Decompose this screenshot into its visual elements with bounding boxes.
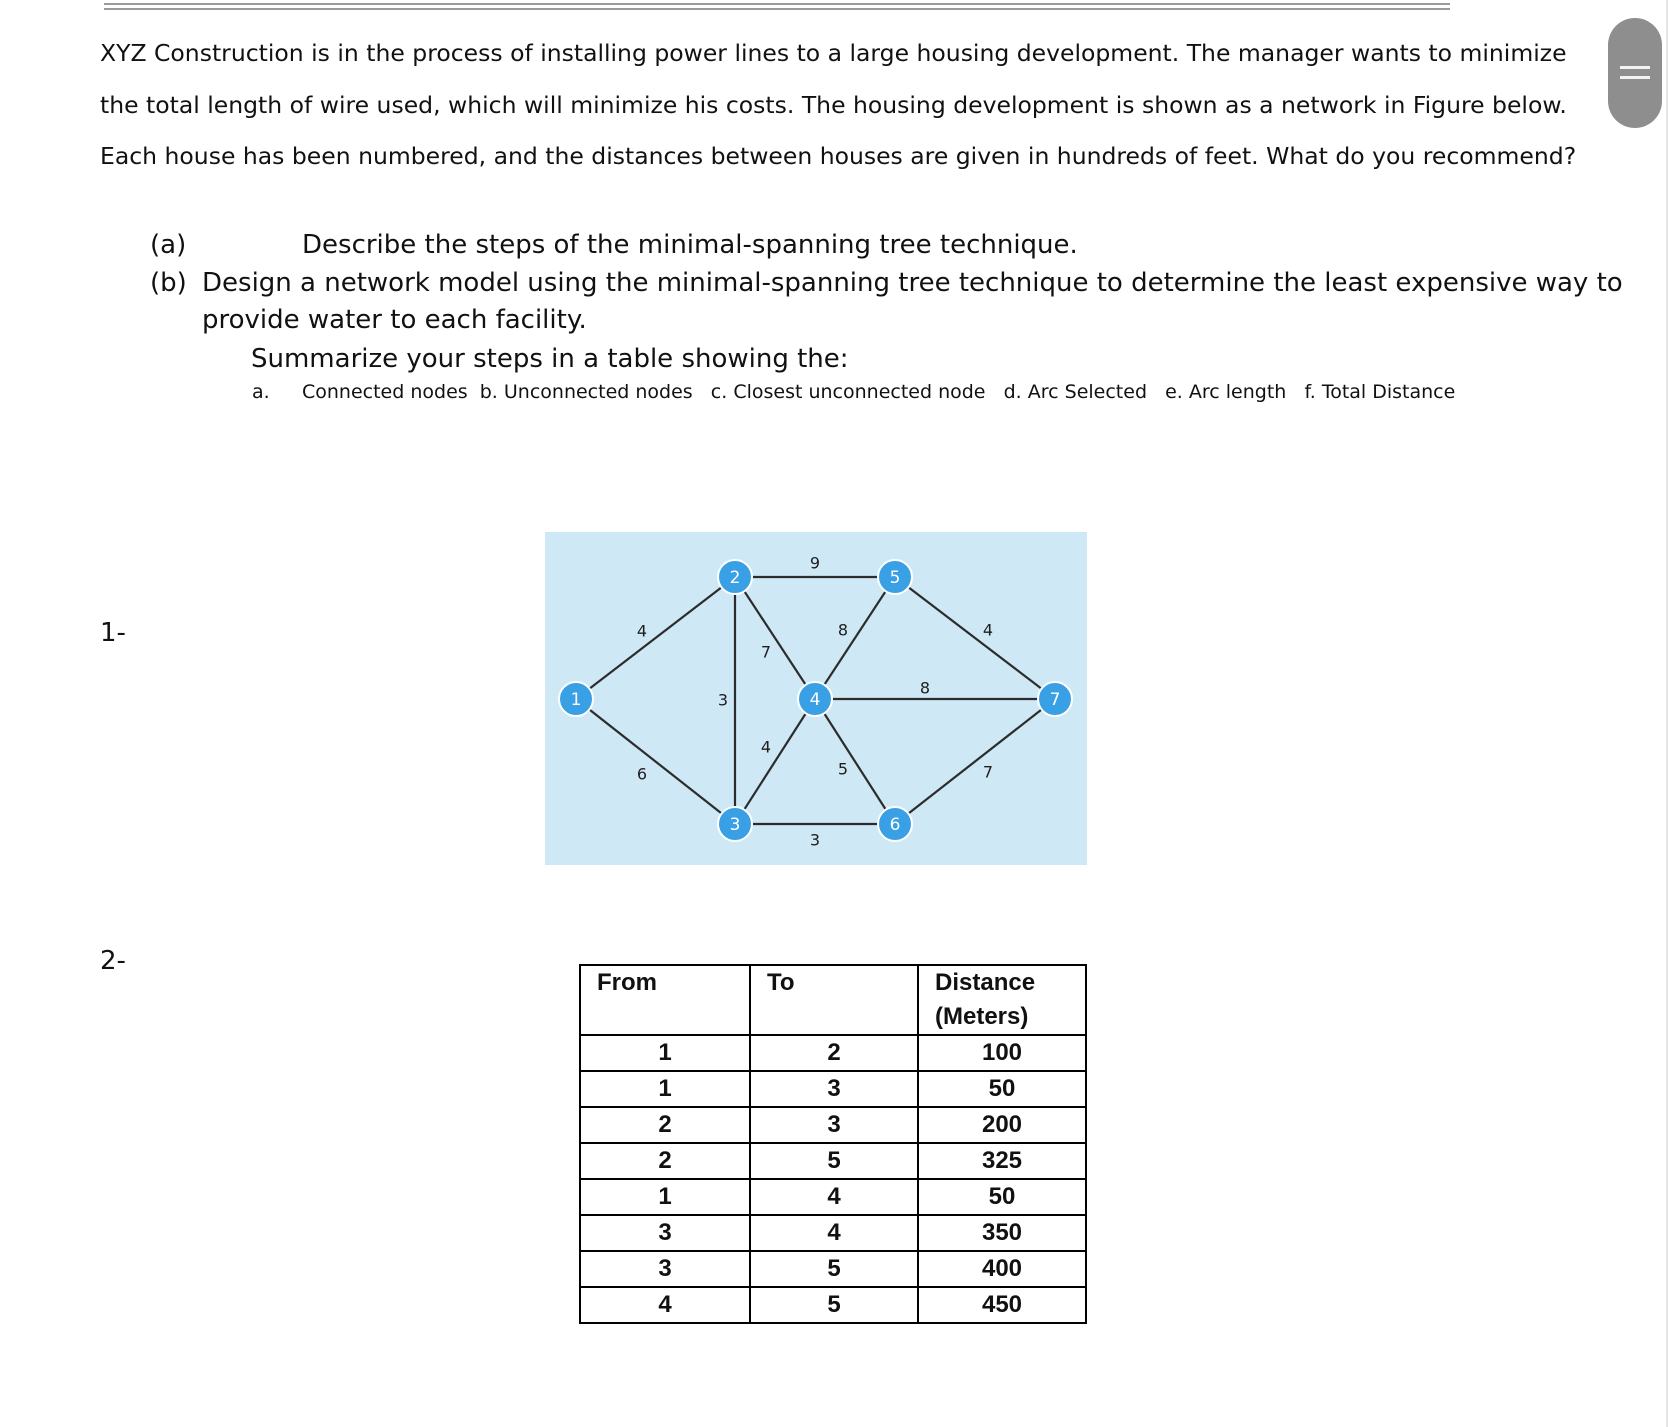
header-to: To (750, 965, 918, 1035)
handle-grip-line (1620, 66, 1650, 69)
node-label-6: 6 (889, 815, 901, 835)
to-cell: 5 (750, 1287, 918, 1323)
from-cell: 1 (580, 1179, 750, 1215)
edge-4-5 (815, 577, 895, 699)
scroll-handle[interactable] (1608, 18, 1662, 128)
table-row (580, 1071, 1086, 1107)
network-figure (545, 532, 1087, 865)
node-label-2: 2 (729, 568, 741, 588)
header-distance: Distance (Meters) (918, 965, 1086, 1035)
edge-1-2 (576, 577, 735, 699)
node-label-5: 5 (889, 568, 901, 588)
edge-weight-6-7: 7 (982, 762, 994, 782)
problem-2-marker: 2- (100, 946, 126, 976)
node-label-4: 4 (809, 690, 821, 710)
question-b-line2: provide water to each facility. (202, 305, 587, 335)
summary-instruction: Summarize your steps in a table showing the: (251, 344, 849, 374)
node-label-7: 7 (1049, 690, 1061, 710)
list-marker: a. (252, 381, 270, 403)
table-row (580, 1179, 1086, 1215)
table-header-row (580, 965, 1086, 1035)
edge-weight-1-2: 4 (636, 621, 648, 641)
edge-weight-3-6: 3 (809, 830, 821, 850)
question-a-text: Describe the steps of the minimal-spanning tree technique. (302, 230, 1078, 260)
distance-cell: 100 (918, 1035, 1086, 1071)
node-label-1: 1 (570, 690, 582, 710)
summary-columns: Connected nodes b. Unconnected nodes c. Closest unconnected node d. Arc Selected e. Arc length f. Total Distance (302, 381, 1456, 403)
distance-cell: 50 (918, 1179, 1086, 1215)
table-row (580, 1215, 1086, 1251)
handle-grip-line (1620, 76, 1650, 79)
from-cell: 2 (580, 1107, 750, 1143)
table-row (580, 1287, 1086, 1323)
distance-cell: 400 (918, 1251, 1086, 1287)
to-cell: 5 (750, 1143, 918, 1179)
from-cell: 2 (580, 1143, 750, 1179)
top-rule-2 (104, 8, 1450, 10)
distance-table (579, 964, 1087, 1324)
table-row (580, 1143, 1086, 1179)
question-b-line1: Design a network model using the minimal-spanning tree technique to determine the least expensive way to (202, 268, 1623, 298)
edge-weight-2-3: 3 (717, 690, 729, 710)
node-label-3: 3 (729, 815, 741, 835)
from-cell: 3 (580, 1251, 750, 1287)
top-rule (104, 3, 1450, 5)
to-cell: 5 (750, 1251, 918, 1287)
to-cell: 3 (750, 1107, 918, 1143)
edge-weight-4-7: 8 (919, 678, 931, 698)
edge-weight-5-7: 4 (982, 620, 994, 640)
edge-4-6 (815, 699, 895, 824)
to-cell: 4 (750, 1179, 918, 1215)
to-cell: 3 (750, 1071, 918, 1107)
from-cell: 1 (580, 1071, 750, 1107)
edge-2-4 (735, 577, 815, 699)
table-row (580, 1251, 1086, 1287)
edge-weight-4-5: 8 (837, 620, 849, 640)
header-from: From (580, 965, 750, 1035)
edge-weight-2-5: 9 (809, 553, 821, 573)
from-cell: 3 (580, 1215, 750, 1251)
problem-1-marker: 1- (100, 618, 126, 648)
edge-weight-4-6: 5 (837, 759, 849, 779)
to-cell: 4 (750, 1215, 918, 1251)
edge-weight-3-4: 4 (760, 737, 772, 757)
edge-6-7 (895, 699, 1055, 824)
edge-3-4 (735, 699, 815, 824)
edge-1-3 (576, 699, 735, 824)
to-cell: 2 (750, 1035, 918, 1071)
edge-weight-1-3: 6 (636, 764, 648, 784)
distance-cell: 325 (918, 1143, 1086, 1179)
distance-cell: 350 (918, 1215, 1086, 1251)
distance-cell: 450 (918, 1287, 1086, 1323)
network-diagram (545, 532, 1087, 865)
table-row (580, 1035, 1086, 1071)
distance-cell: 200 (918, 1107, 1086, 1143)
distance-cell: 50 (918, 1071, 1086, 1107)
edge-weight-2-4: 7 (760, 642, 772, 662)
question-a-label: (a) (150, 230, 187, 260)
question-b-label: (b) (150, 268, 187, 298)
problem-statement: XYZ Construction is in the process of installing power lines to a large housing development. The manager wants to minimize the total length of wire used, which will minimize his costs. The housing development is shown as a network in Figure below. Each house has been numbered, and the distances between houses are given in hundreds of feet. What do you recommend? (100, 39, 1577, 170)
table-row (580, 1107, 1086, 1143)
from-cell: 1 (580, 1035, 750, 1071)
from-cell: 4 (580, 1287, 750, 1323)
